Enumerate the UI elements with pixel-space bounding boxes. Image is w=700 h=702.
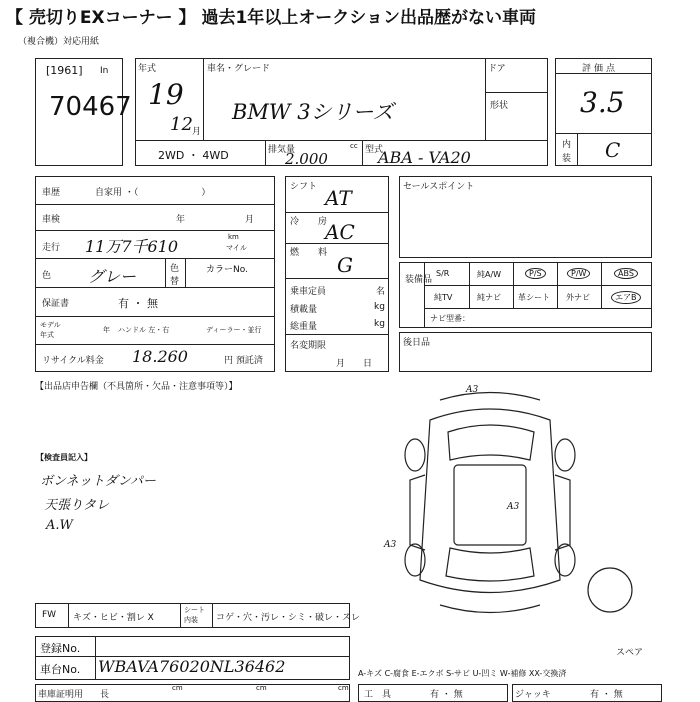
front-left-wheel xyxy=(405,439,425,471)
model-year-label-1: モデル xyxy=(40,321,61,329)
displacement-label: 排気量 xyxy=(268,145,296,155)
rear-item-label: 後日品 xyxy=(403,338,431,348)
lot-suffix: In xyxy=(100,66,109,76)
lot-small: 1961 xyxy=(50,64,79,77)
displacement-unit: cc xyxy=(350,142,358,150)
equip-navi: 純ナビ xyxy=(477,293,501,302)
tools-label: 工 具 xyxy=(364,690,392,700)
auction-banner: 【 売切りEXコーナー 】 過去1年以上オークション出品歴がない車両 xyxy=(6,7,536,28)
color-code-label: カラーNo. xyxy=(206,265,248,275)
equip-pw: P/W xyxy=(567,268,590,279)
weight-unit: kg xyxy=(374,319,385,329)
seat-label-2: 内装 xyxy=(184,616,198,624)
name-change-unit: 月 日 xyxy=(336,359,373,369)
rear-left-wheel xyxy=(405,544,425,576)
seat-label-1: シート xyxy=(184,606,205,614)
lot-number: 70467 xyxy=(49,92,132,122)
certificate-length: 長 xyxy=(100,690,110,700)
color-label: 色 xyxy=(42,271,52,281)
damage-legend: A-キズ C-腐食 E-エクボ S-サビ U-凹ミ W-補修 XX-交換済 xyxy=(358,669,567,678)
history-value: 自家用 ・（ ） xyxy=(95,188,211,198)
year-month: 12 xyxy=(170,114,193,135)
inspector-note-3: A.W xyxy=(46,518,73,533)
rear-right-wheel xyxy=(555,544,575,576)
spare-label: スペア xyxy=(616,648,644,658)
mileage-value: 11万7千610 xyxy=(85,237,179,256)
seat-items: コゲ・穴・汚レ・シミ・破レ・スレ xyxy=(216,613,361,623)
fuel-value: G xyxy=(337,253,353,277)
jack-label: ジャッキ xyxy=(515,690,551,700)
front-bumper xyxy=(440,393,540,401)
mileage-label: 走行 xyxy=(42,243,61,253)
year-month-unit: 月 xyxy=(192,127,202,137)
damage-mark-front: A3 xyxy=(466,385,479,395)
recycle-value: 18.260 xyxy=(132,347,188,366)
name-change-label: 名変期限 xyxy=(290,341,327,351)
inspector-note-1: ボンネットダンパー xyxy=(40,474,156,489)
rear-window xyxy=(446,548,534,581)
color-value: グレー xyxy=(88,267,137,286)
inspector-note-2: 天張りタレ xyxy=(44,498,110,513)
tools-value: 有 ・ 無 xyxy=(430,690,463,700)
year-value: 19 xyxy=(148,78,184,111)
grade-label: 評価点 xyxy=(582,64,619,74)
weight-label: 総重量 xyxy=(290,322,318,332)
car-damage-diagram xyxy=(370,380,670,660)
equip-ext-navi: 外ナビ xyxy=(566,293,590,302)
fuel-label-2: 料 xyxy=(318,248,328,258)
capacity-unit: 名 xyxy=(376,287,386,297)
ac-label-1: 冷 xyxy=(290,217,300,227)
ac-value: AC xyxy=(325,220,355,244)
door-label: ドア xyxy=(488,64,506,74)
load-label: 積載量 xyxy=(290,305,318,315)
recycle-unit: 円 預託済 xyxy=(224,356,263,366)
jack-value: 有 ・ 無 xyxy=(590,690,623,700)
equip-tv: 純TV xyxy=(434,293,453,302)
fw-label: FW xyxy=(42,610,57,620)
capacity-label: 乗車定員 xyxy=(290,287,327,297)
equip-abs: ABS xyxy=(614,268,638,279)
equip-leather: 革シート xyxy=(518,293,550,302)
color-change-label-2: 替 xyxy=(170,277,180,287)
spare-tire xyxy=(588,568,632,612)
inspector-header: 【検査員記入】 xyxy=(36,453,92,462)
grade-interior-label-1: 内 xyxy=(562,140,572,150)
equip-airbag: エアB xyxy=(611,291,641,304)
year-label: 年式 xyxy=(138,64,157,74)
equipment-label: 装備品 xyxy=(405,275,433,285)
equip-sr: S/R xyxy=(436,269,450,278)
handle-info: ハンドル 左・右 xyxy=(118,326,170,334)
equip-aw: 純A/W xyxy=(477,270,502,279)
navi-model: ナビ型番： xyxy=(430,314,470,323)
header-note: （複合機）対応用紙 xyxy=(18,37,100,47)
car-label: 車名・グレード xyxy=(207,64,271,74)
shift-label: シフト xyxy=(290,182,318,192)
chassis-value: WBAVA76020NL36462 xyxy=(98,657,286,676)
recycle-label: リサイクル料金 xyxy=(42,356,104,366)
chassis-label: 車台No. xyxy=(40,663,81,676)
warranty-value: 有 ・ 無 xyxy=(118,297,158,310)
displacement-value: 2.000 xyxy=(285,150,328,168)
inspection-month: 月 xyxy=(245,215,255,225)
front-right-wheel xyxy=(555,439,575,471)
grade-interior-label-2: 装 xyxy=(562,154,572,164)
color-change-label-1: 色 xyxy=(170,264,180,274)
load-unit: kg xyxy=(374,302,385,312)
windshield xyxy=(448,425,534,460)
mileage-unit-mile: マイル xyxy=(226,244,247,252)
dealer-info: ディーラー・並行 xyxy=(206,326,262,334)
grade-interior: C xyxy=(605,138,621,162)
sales-point-label: セールスポイント xyxy=(403,182,475,192)
inspection-year: 年 xyxy=(176,215,186,225)
drive-label: 2WD ・ 4WD xyxy=(158,149,229,162)
defect-header: 【出品店申告欄（不具箇所・欠品・注意事項等）】 xyxy=(35,382,238,392)
car-body-outline xyxy=(420,409,560,593)
car-value: BMW 3シリーズ xyxy=(232,100,394,124)
warranty-label: 保証書 xyxy=(42,299,70,309)
model-year-year: 年 xyxy=(103,326,110,334)
model-year-label-2: 年式 xyxy=(40,331,54,339)
rear-item-box xyxy=(399,332,652,372)
registration-label: 登録No. xyxy=(40,642,81,655)
certificate-label: 車庫証明用 xyxy=(38,690,84,700)
certificate-unit-1: cm xyxy=(172,684,183,692)
grade-value: 3.5 xyxy=(580,86,625,119)
model-label: 型式 xyxy=(365,145,384,155)
certificate-unit-2: cm xyxy=(256,684,267,692)
fuel-label-1: 燃 xyxy=(290,248,300,258)
shift-value: AT xyxy=(325,186,352,210)
equip-ps: P/S xyxy=(525,268,546,279)
shape-label: 形状 xyxy=(490,101,509,111)
damage-mark-roof: A3 xyxy=(507,502,520,512)
ac-label-2: 房 xyxy=(318,217,328,227)
inspection-label: 車検 xyxy=(42,215,61,225)
fw-items: キズ・ヒビ・割レ X xyxy=(73,613,154,623)
mileage-unit-km: km xyxy=(228,233,239,241)
damage-mark-side: A3 xyxy=(384,540,397,550)
rear-bumper xyxy=(440,605,540,613)
certificate-unit-3: cm xyxy=(338,684,349,692)
history-label: 車歴 xyxy=(42,188,61,198)
model-value: ABA - VA20 xyxy=(378,148,471,167)
